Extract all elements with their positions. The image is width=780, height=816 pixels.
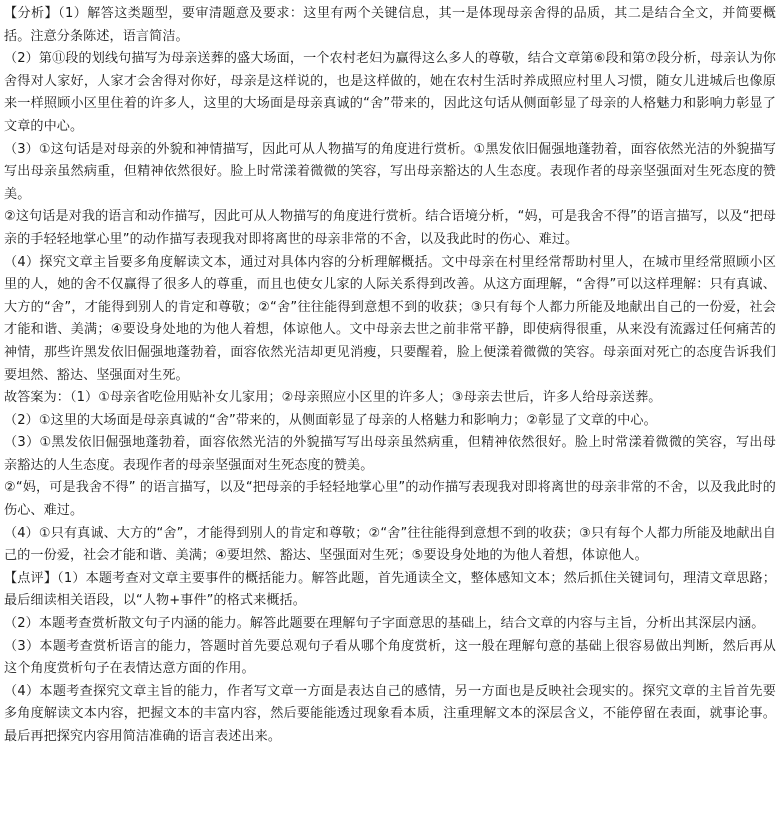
answer-3-1: （3）①黑发依旧倔强地蓬勃着，面容依然光洁的外貌描写写出母亲虽然病重，但精神依然很好。脸上时常漾着微微的笑容，写出母亲豁达的人生态度。表现作者的母亲坚强面对生死态度的赞美。	[4, 435, 776, 473]
analysis-point-2: （2）第⑪段的划线句描写为母亲送葬的盛大场面，一个农村老妇为赢得这么多人的尊敬，结合文章第⑥段和第⑦段分析，母亲认为你舍得对人家好，人家才会舍得对你好，母亲是这样说的，也是这样做的，她在农村生活时养成照应村里人习惯，随女儿进城后也像原来一样照顾小区里住着的许多人，这里的大场面是母亲真诚的“舍”带来的，因此这句话从侧面彰显了母亲的人格魅力和影响力彰显了文章的中心。	[4, 51, 776, 134]
answer-1: 故答案为：（1）①母亲省吃俭用贴补女儿家用；②母亲照应小区里的许多人；③母亲去世后，许多人给母亲送葬。	[4, 390, 662, 406]
analysis-point-3-2: ②这句话是对我的语言和动作描写，因此可从人物描写的角度进行赏析。结合语境分析，“妈，可是我舍不得”的语言描写，以及“把母亲的手轻轻地掌心里”的动作描写表现我对即将离世的母亲非常的不舍，以及我此时的伤心、难过。	[4, 209, 776, 247]
comment-4: （4）本题考查探究文章主旨的能力，作者写文章一方面是表达自己的感情，另一方面也是反映社会现实的。探究文章的主旨首先要多角度解读文本内容，把握文本的丰富内容，然后要能能透过现象看本质，注重理解文本的深层含义，不能停留在表面，就事论事。最后再把探究内容用简洁准确的语言表述出来。	[4, 683, 776, 744]
answer-3-2: ②“妈，可是我舍不得” 的语言描写，以及“把母亲的手轻轻地掌心里”的动作描写表现我对即将离世的母亲非常的不舍，以及我此时的伤心、难过。	[4, 480, 776, 519]
comment-2: （2）本题考查赏析散文句子内涵的能力。解答此题要在理解句子字面意思的基础上，结合文章的内容与主旨，分析出其深层内涵。	[4, 616, 765, 632]
analysis-point-1: 【分析】（1）解答这类题型，要审清题意及要求：这里有两个关键信息，其一是体现母亲舍得的品质，其二是结合全文，并简要概括。注意分条陈述，语言简洁。	[4, 6, 776, 44]
comment-1: 【点评】（1）本题考查对文章主要事件的概括能力。解答此题，首先通读全文，整体感知文本；然后抓住关键词句，理清文章思路；最后细读相关语段，以“人物+事件”的格式来概括。	[4, 570, 776, 609]
comment-3: （3）本题考查赏析语言的能力，答题时首先要总观句子看从哪个角度赏析，这一般在理解句意的基础上很容易做出判断，然后再从这个角度赏析句子在表情达意方面的作用。	[4, 638, 776, 677]
answer-2: （2）①这里的大场面是母亲真诚的“舍”带来的，从侧面彰显了母亲的人格魅力和影响力；②彰显了文章的中心。	[4, 412, 657, 428]
analysis-point-4: （4）探究文章主旨要多角度解读文本，通过对具体内容的分析理解概括。文中母亲在村里经常帮助村里人，在城市里经常照顾小区里的人，她的舍不仅赢得了很多人的尊重，而且也使女儿家的人际关系得到改善。从这方面理解，“舍得”可以这样理解：只有真诚、大方的“舍”，才能得到别人的肯定和尊敬；②“舍”往往能得到意想不到的收获；③只有每个人都力所能及地献出自己的一份爱，社会才能和谐、美满；④要设身处地的为他人着想，体谅他人。文中母亲去世之前非常平静，即使病得很重，从来没有流露过任何痛苦的神情，那些许黑发依旧倔强地蓬勃着，面容依然光洁却更见消瘦，只要醒着，脸上便漾着微微的笑容。母亲面对死亡的态度告诉我们要坦然、豁达、坚强面对生死。	[4, 254, 776, 383]
answer-4: （4）①只有真诚、大方的“舍”，才能得到别人的肯定和尊敬；②“舍”往往能得到意想不到的收获；③只有每个人都力所能及地献出自己的一份爱，社会才能和谐、美满；④要坦然、豁达、坚强面对生死；⑤要设身处地的为他人着想，体谅他人。	[4, 525, 776, 564]
analysis-point-3-1: （3）①这句话是对母亲的外貌和神情描写，因此可从人物描写的角度进行赏析。①黑发依旧倔强地蓬勃着，面容依然光洁的外貌描写写出母亲虽然病重，但精神依然很好。脸上时常漾着微微的笑容，写出母亲豁达的人生态度。表现作者的母亲坚强面对生死态度的赞美。	[4, 141, 776, 202]
